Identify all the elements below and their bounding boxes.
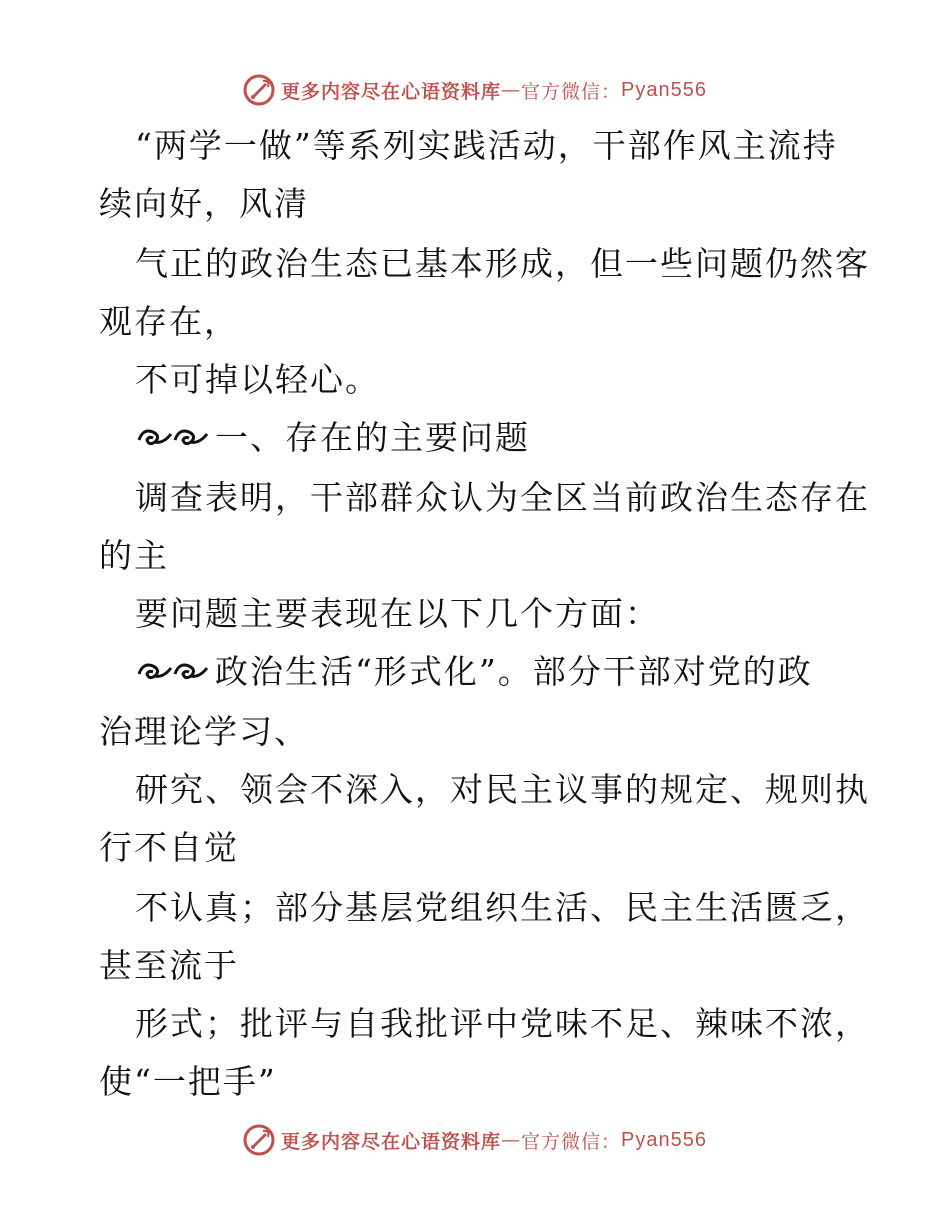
banner-dash: —	[501, 1129, 522, 1151]
paragraph-line: “两学一做”等系列实践活动，干部作风主流持	[135, 126, 838, 165]
paragraph-line: 使“一把手”	[99, 1062, 277, 1101]
banner-wechat-label: 官方微信：	[521, 80, 622, 103]
banner-wechat-id: Pyan556	[621, 78, 707, 101]
double-scroll-icon	[135, 656, 215, 686]
banner-wechat-label: 官方微信：	[521, 1130, 622, 1153]
paragraph-line: 研究、领会不深入，对民主议事的规定、规则执	[135, 770, 870, 809]
header-banner	[0, 70, 950, 110]
quill-circle-logo-icon	[243, 1124, 275, 1156]
paragraph-line: 甚至流于	[99, 946, 239, 985]
banner-wechat-id: Pyan556	[621, 1128, 707, 1151]
paragraph-line: 不可掉以轻心。	[135, 360, 380, 399]
subsection-line: 政治生活“形式化”。部分干部对党的政	[135, 652, 813, 692]
paragraph-line: 的主	[99, 536, 169, 575]
paragraph-line: 要问题主要表现在以下几个方面：	[135, 594, 660, 633]
quill-circle-logo-icon	[243, 74, 275, 106]
section-heading: 一、存在的主要问题	[135, 418, 530, 458]
paragraph-line: 续向好，风清	[99, 184, 309, 223]
paragraph-line: 形式；批评与自我批评中党味不足、辣味不浓，	[135, 1004, 870, 1043]
footer-banner	[0, 1120, 950, 1160]
paragraph-line: 行不自觉	[99, 828, 239, 867]
paragraph-line: 调查表明，干部群众认为全区当前政治生态存在	[135, 478, 870, 517]
banner-dash: —	[501, 79, 522, 101]
paragraph-line: 不认真；部分基层党组织生活、民主生活匮乏，	[135, 888, 870, 927]
paragraph-line: 治理论学习、	[99, 712, 309, 751]
paragraph-line: 气正的政治生态已基本形成，但一些问题仍然客	[135, 244, 870, 283]
banner-main-text: 更多内容尽在心语资料库	[281, 1130, 502, 1153]
double-scroll-icon	[135, 422, 215, 452]
banner-main-text: 更多内容尽在心语资料库	[281, 80, 502, 103]
paragraph-line: 观存在，	[99, 302, 239, 341]
